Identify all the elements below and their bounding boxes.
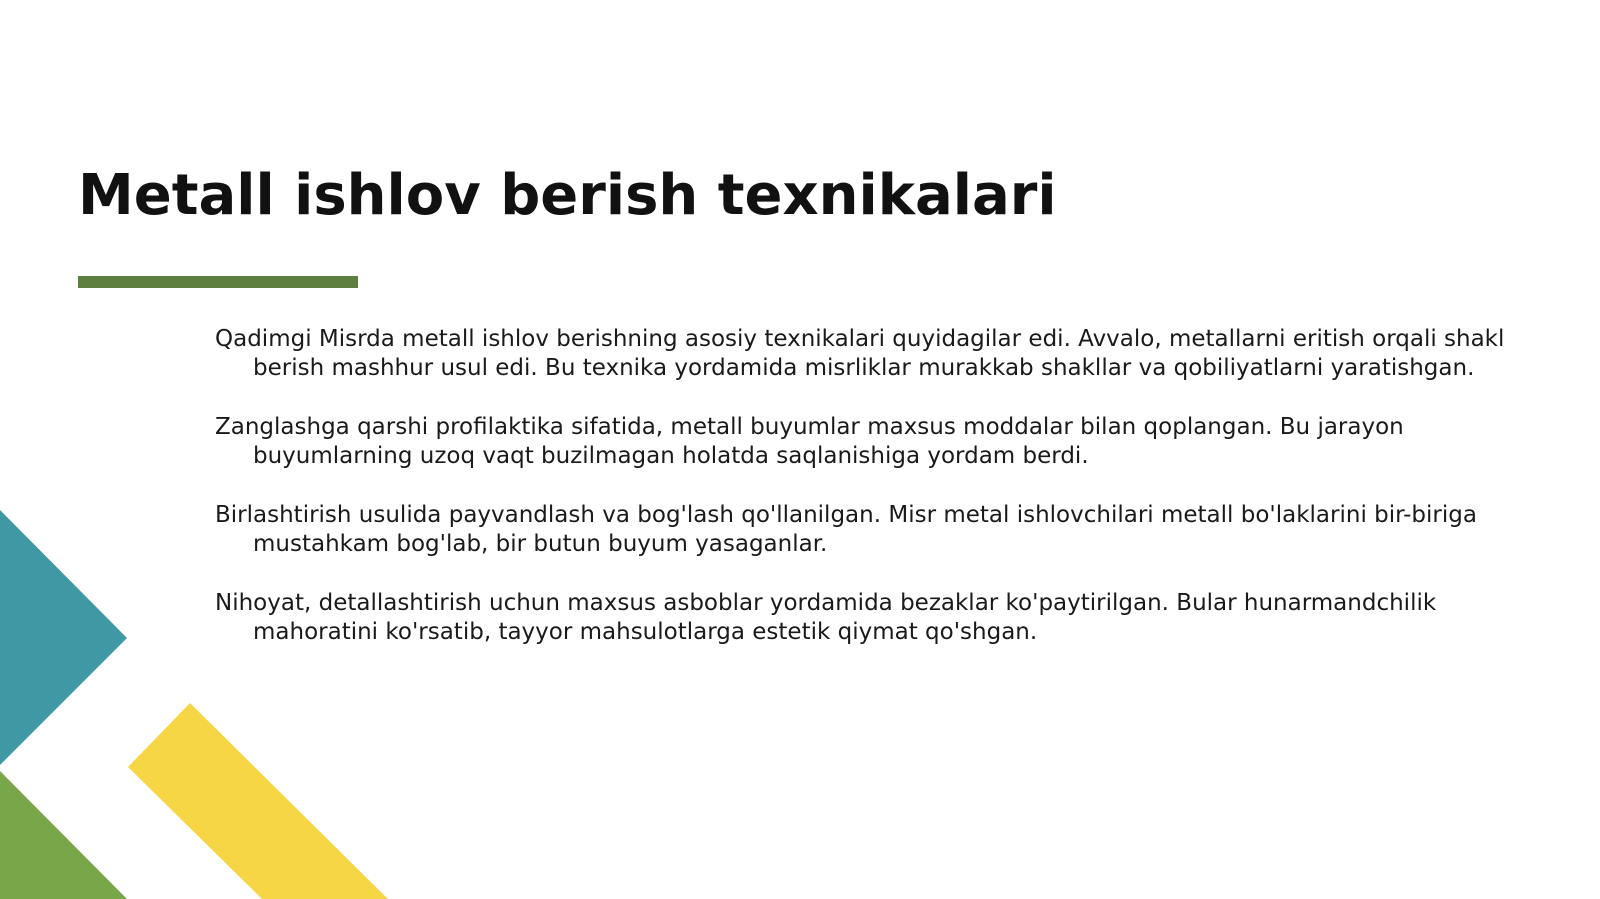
title-underline [78, 276, 358, 288]
teal-triangle-shape [0, 510, 127, 765]
body-text [215, 325, 1525, 677]
paragraph-2: Zanglashga qarshi profilaktika sifatida, metall buyumlar maxsus moddalar bilan qoplangan. Bu jarayon buyumlarning uzoq vaqt buzilmagan holatda saqlanishiga yordam berdi. [215, 414, 1404, 469]
slide-title: Metall ishlov berish texnikalari [78, 163, 1057, 228]
paragraph-1: Qadimgi Misrda metall ishlov berishning asosiy texnikalari quyidagilar edi. Avvalo, metallarni eritish orqali shakl berish mashhur usul edi. Bu texnika yordamida misrliklar murakkab shakllar va qobiliyatlarni yaratishgan. [215, 326, 1505, 381]
paragraph-4: Nihoyat, detallashtirish uchun maxsus asboblar yordamida bezaklar ko'paytirilgan. Bular hunarmandchilik mahoratini ko'rsatib, tayyor mahsulotlarga estetik qiymat qo'shgan. [215, 590, 1437, 645]
green-triangle-shape [0, 771, 127, 899]
paragraph-3: Birlashtirish usulida payvandlash va bog'lash qo'llanilgan. Misr metal ishlovchilari metall bo'laklarini bir-biriga mustahkam bog'lab, bir butun buyum yasaganlar. [215, 502, 1477, 557]
yellow-stripe-shape [128, 703, 388, 899]
